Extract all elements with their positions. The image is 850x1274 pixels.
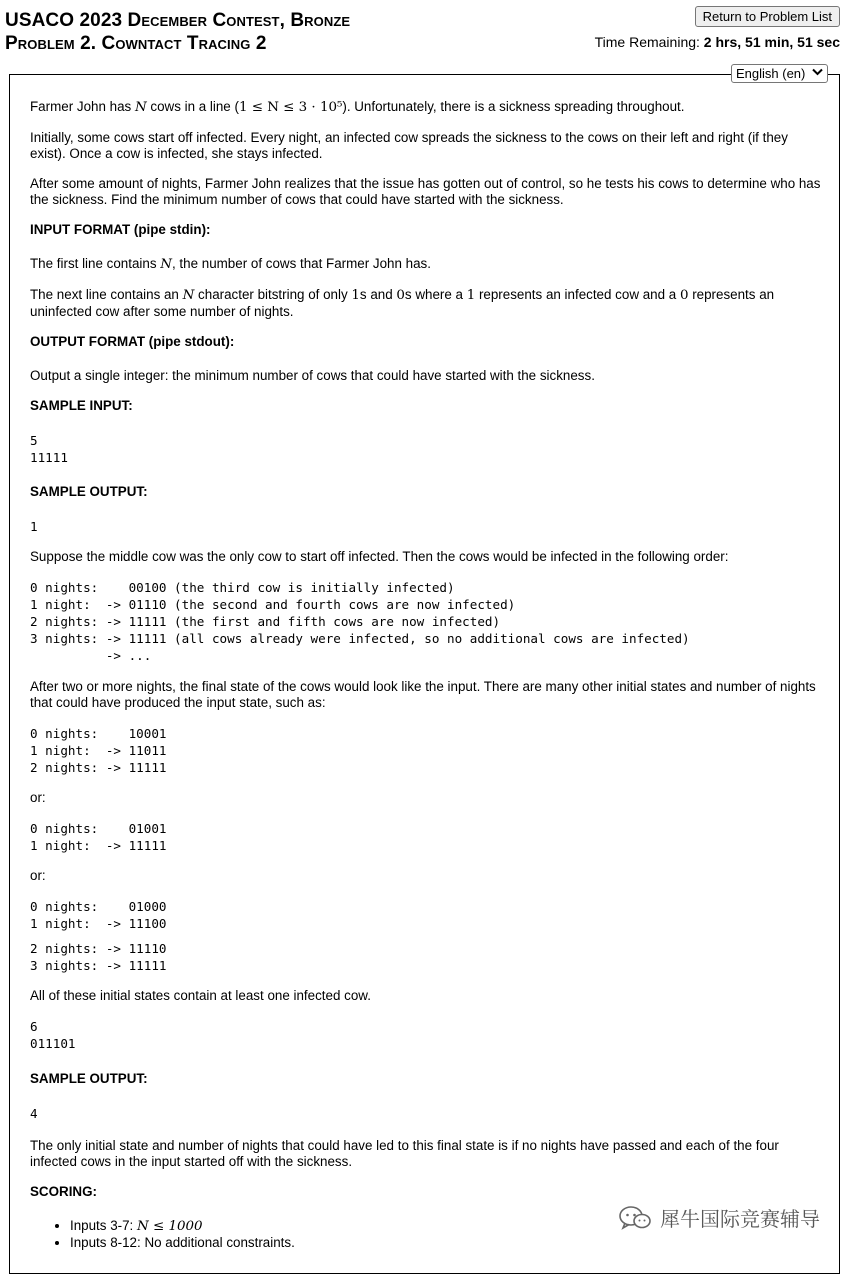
- problem-title: Problem 2. Cowntact Tracing 2: [5, 33, 267, 54]
- page-title: [5, 9, 350, 55]
- explanation-paragraph: The only initial state and number of nights that could have led to this final state is if no nights have passed and each of the four infected cows in the input started off with the sickness.: [30, 1138, 779, 1169]
- sample-output-1: 1: [30, 519, 38, 534]
- contest-title: USACO 2023 December Contest, Bronze: [5, 10, 351, 31]
- time-value: 2 hrs, 51 min, 51 sec: [703, 34, 840, 50]
- language-selected: English (en): [736, 66, 806, 81]
- problem-statement: [30, 99, 825, 1251]
- explanation-paragraph: Suppose the middle cow was the only cow to start off infected. Then the cows would be infected in the following order:: [30, 549, 729, 564]
- statement-paragraph: After some amount of nights, Farmer John realizes that the issue has gotten out of control, so he tests his cows to determine who has the sickness. Find the minimum number of cows that could have started with the sickness.: [30, 176, 821, 207]
- time-label: Time Remaining:: [594, 34, 704, 50]
- statement-paragraph: Initially, some cows start off infected. Every night, an infected cow spreads the sickness to the cows on their left and right (if they exist). Once a cow is infected, she stays infected.: [30, 130, 788, 161]
- sample-input-heading: SAMPLE INPUT:: [30, 398, 133, 413]
- explanation-paragraph: All of these initial states contain at least one infected cow.: [30, 988, 371, 1003]
- sample-input-1: 5 11111: [30, 433, 68, 465]
- scoring-heading: SCORING:: [30, 1184, 97, 1199]
- output-format-text: Output a single integer: the minimum number of cows that could have started with the sickness.: [30, 368, 595, 383]
- scoring-item: • Inputs 8-12: No additional constraints.: [70, 1235, 825, 1251]
- explanation-trace-3: 0 nights: 01001 1 night: -> 11111: [30, 821, 167, 853]
- or-label: or:: [30, 868, 46, 883]
- input-format-line1: The first line contains N, the number of cows that Farmer John has.: [30, 256, 431, 272]
- watermark: [616, 1203, 822, 1232]
- sample-output-2: 4: [30, 1106, 38, 1121]
- explanation-trace-1: 0 nights: 00100 (the third cow is initially infected) 1 night: -> 01110 (the second and fourth cows are now infected) 2 nights: -> 11111 (the first and fifth cows are now infected) 3 nights: -> 11111 (all cows already were infected, so no additional cows are infected) -> ...: [30, 580, 690, 663]
- input-format-line2: The next line contains an N character bitstring of only 1s and 0s where a 1 represents an infected cow and a 0 represents an uninfected cow after some number of nights.: [30, 287, 775, 319]
- language-select[interactable]: [731, 64, 828, 83]
- sample-input-2: 6 011101: [30, 1019, 76, 1051]
- explanation-paragraph: After two or more nights, the final state of the cows would look like the input. There are many other initial states and number of nights that could have produced the input state, such as:: [30, 679, 816, 710]
- explanation-trace-4a: 0 nights: 01000 1 night: -> 11100: [30, 899, 167, 931]
- return-to-problem-list-button[interactable]: Return to Problem List: [695, 6, 840, 27]
- explanation-trace-2: 0 nights: 10001 1 night: -> 11011 2 nights: -> 11111: [30, 726, 167, 775]
- sample-output-heading-2: SAMPLE OUTPUT:: [30, 1071, 148, 1086]
- wechat-icon: [618, 1205, 652, 1231]
- time-remaining: [595, 34, 840, 50]
- chevron-down-icon: [812, 65, 823, 82]
- or-label: or:: [30, 790, 46, 805]
- statement-paragraph: Farmer John has N cows in a line (1 ≤ N ≤ 3 · 10⁵). Unfortunately, there is a sickness spreading throughout.: [30, 99, 685, 115]
- explanation-trace-4b: 2 nights: -> 11110 3 nights: -> 11111: [30, 941, 167, 973]
- watermark-text: 犀牛国际竞赛辅导: [660, 1207, 820, 1231]
- problem-panel: [9, 66, 840, 1274]
- sample-output-heading: SAMPLE OUTPUT:: [30, 484, 148, 499]
- input-format-heading: INPUT FORMAT (pipe stdin):: [30, 222, 211, 237]
- output-format-heading: OUTPUT FORMAT (pipe stdout):: [30, 334, 235, 349]
- scoring-item: • Inputs 3-7: N ≤ 1000: [70, 1218, 825, 1235]
